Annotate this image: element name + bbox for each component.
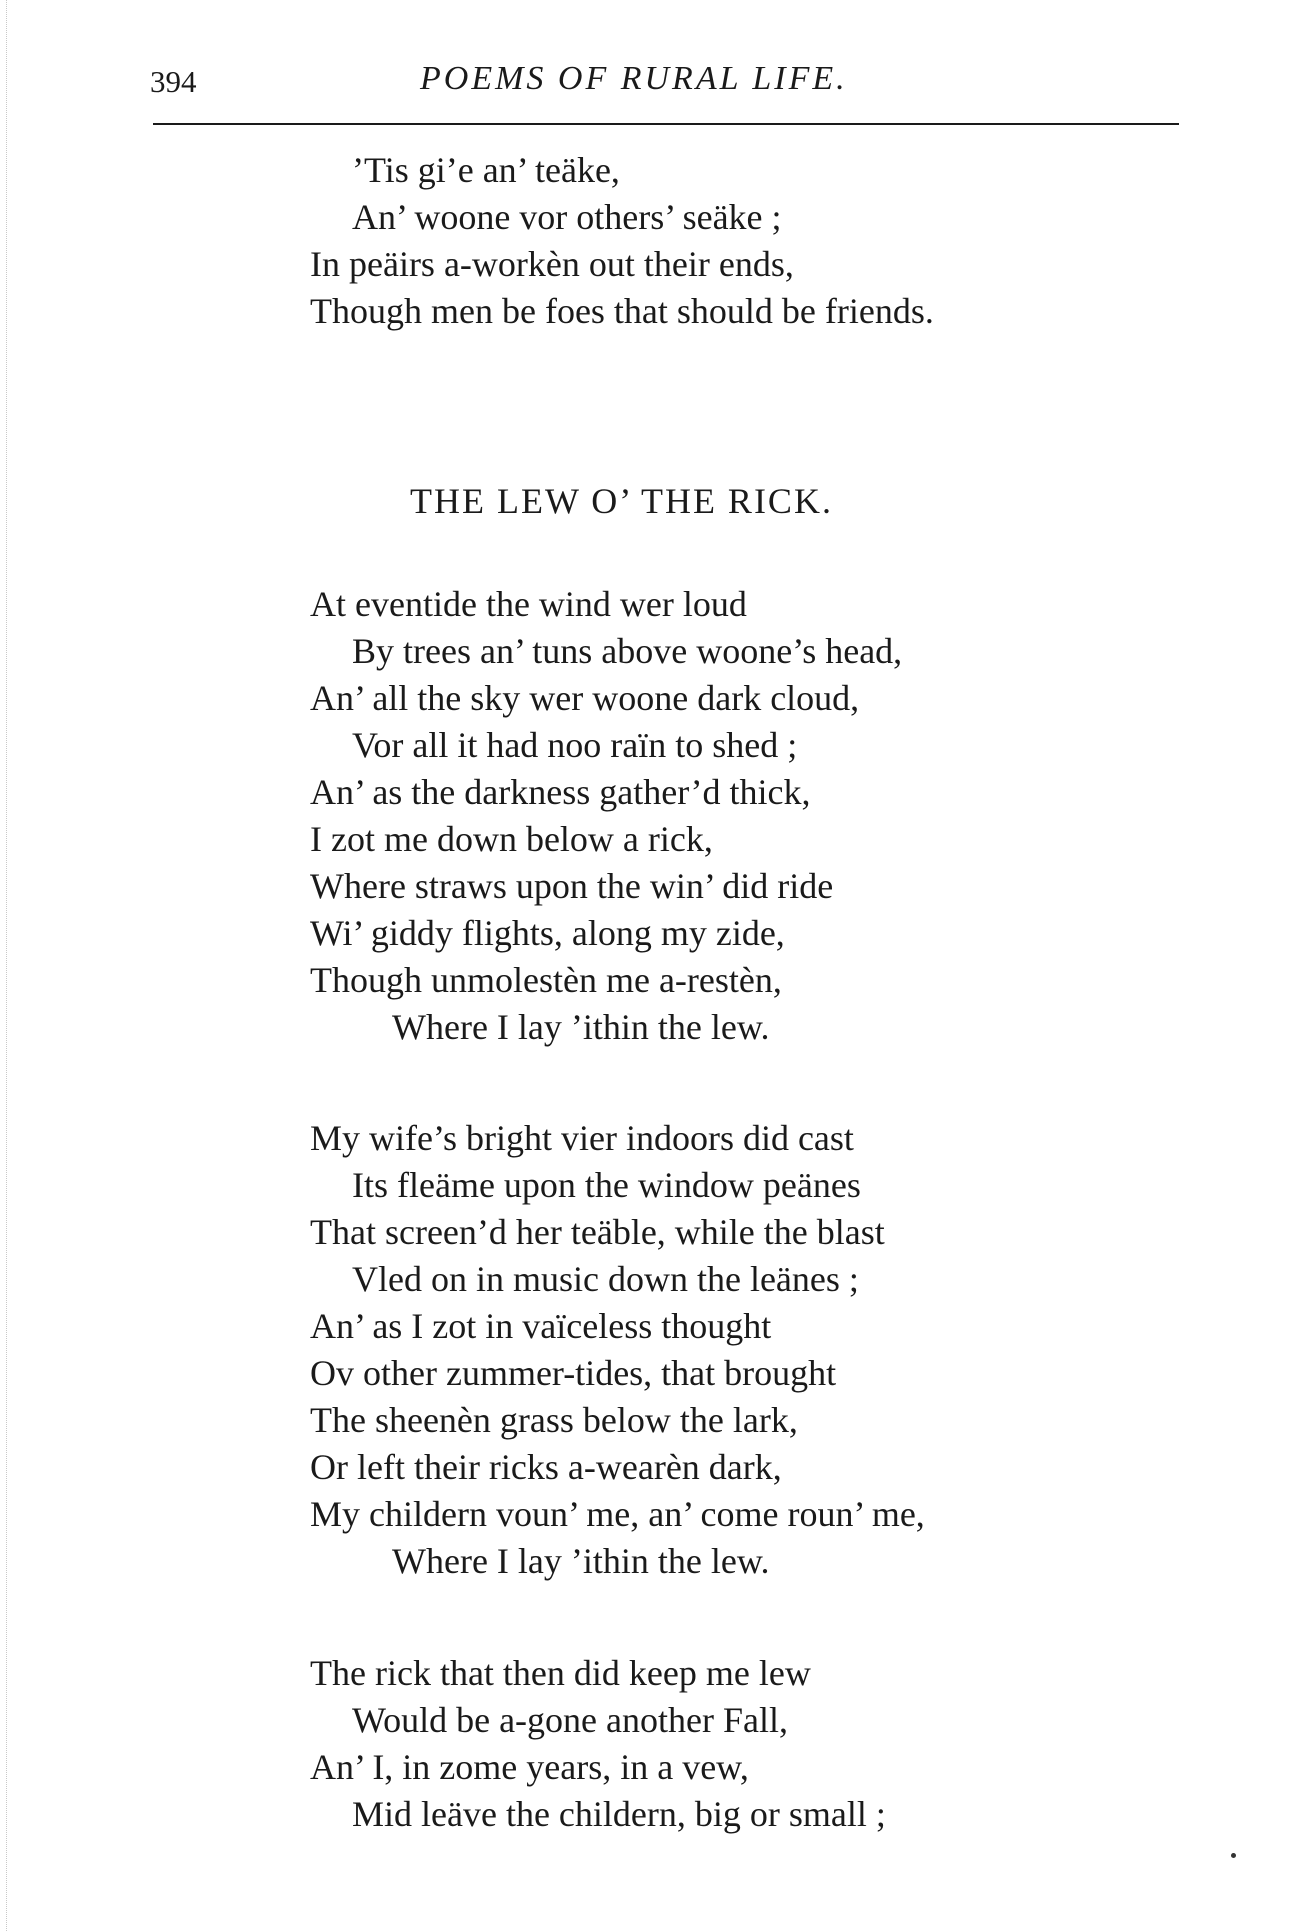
poem-line: In peäirs a-workèn out their ends, — [310, 244, 794, 284]
poem-line: Where straws upon the win’ did ride — [310, 866, 834, 906]
poem-line: Vled on in music down the leänes ; — [352, 1259, 859, 1299]
poem-line: Wi’ giddy flights, along my zide, — [310, 913, 785, 953]
poem-line: Though men be foes that should be friends. — [310, 291, 934, 331]
page-header — [150, 60, 1180, 120]
poem-line: My wife’s bright vier indoors did cast — [310, 1118, 854, 1158]
poem-line: My childern voun’ me, an’ come roun’ me, — [310, 1494, 925, 1534]
poem-line: The rick that then did keep me lew — [310, 1653, 811, 1693]
poem-line: At eventide the wind wer loud — [310, 584, 747, 624]
poem-line: Where I lay ’ithin the lew. — [392, 1541, 770, 1581]
poem-line: I zot me down below a rick, — [310, 819, 713, 859]
poem-line: Vor all it had noo raïn to shed ; — [352, 725, 798, 765]
page-number: 394 — [150, 64, 197, 99]
poem-line: By trees an’ tuns above woone’s head, — [352, 631, 903, 671]
page-edge-marks — [6, 0, 9, 1931]
poem-line: Ov other zummer-tides, that brought — [310, 1353, 837, 1393]
poem-line: An’ woone vor others’ seäke ; — [352, 197, 782, 237]
poem-line: Where I lay ’ithin the lew. — [392, 1007, 770, 1047]
poem-line: An’ I, in zome years, in a vew, — [310, 1747, 749, 1787]
poem-line: That screen’d her teäble, while the blast — [310, 1212, 885, 1252]
poem-line: ’Tis gi’e an’ teäke, — [352, 150, 620, 190]
running-title: POEMS OF RURAL LIFE. — [420, 60, 848, 97]
poem-line: The sheenèn grass below the lark, — [310, 1400, 798, 1440]
poem-line: Or left their ricks a-wearèn dark, — [310, 1447, 782, 1487]
poem-line: An’ as the darkness gather’d thick, — [310, 772, 811, 812]
header-rule — [153, 123, 1179, 125]
poem-line: Though unmolestèn me a-restèn, — [310, 960, 782, 1000]
printer-mark — [1231, 1853, 1236, 1858]
poem-line: An’ all the sky wer woone dark cloud, — [310, 678, 860, 718]
poem-line: An’ as I zot in vaïceless thought — [310, 1306, 772, 1346]
poem-line: Would be a-gone another Fall, — [352, 1700, 788, 1740]
poem-line: Mid leäve the childern, big or small ; — [352, 1794, 886, 1834]
poem-title: THE LEW O’ THE RICK. — [410, 481, 833, 521]
poem-line: Its fleäme upon the window peänes — [352, 1165, 861, 1205]
